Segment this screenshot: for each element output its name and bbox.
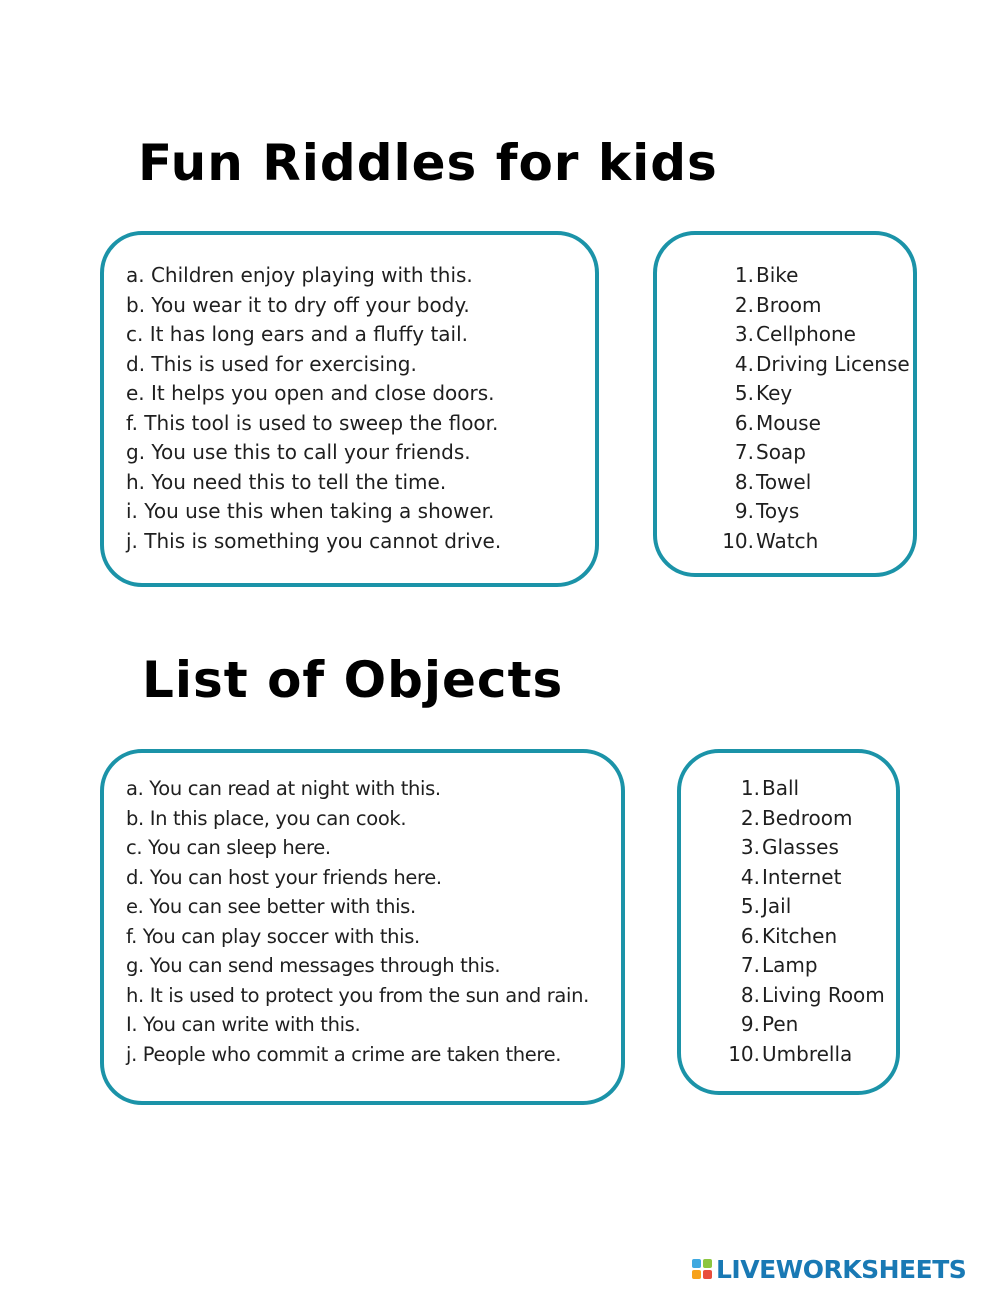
answer-text: Mouse <box>756 410 821 435</box>
clue-item: b. In this place, you can cook. <box>126 806 407 830</box>
answer-item <box>726 833 885 863</box>
clue-item: d. This is used for exercising. <box>126 351 417 376</box>
section2-title: List of Objects <box>142 651 564 709</box>
clue-item: d. You can host your friends here. <box>126 865 442 889</box>
answer-item <box>726 1040 885 1070</box>
clue-item: e. It helps you open and close doors. <box>126 381 495 405</box>
answer-item <box>726 863 885 893</box>
clue-item: e. You can see better with this. <box>126 895 416 918</box>
answer-text: Glasses <box>762 835 839 859</box>
answer-item <box>720 350 910 380</box>
answer-text: Driving License <box>756 351 910 376</box>
answer-number: 7. <box>740 953 760 977</box>
answer-text: Lamp <box>762 953 818 977</box>
answer-text: Pen <box>762 1012 799 1036</box>
answer-item <box>720 409 910 439</box>
answer-item <box>720 527 910 557</box>
logo-square <box>703 1259 712 1268</box>
clue-item: j. This is something you cannot drive. <box>126 528 502 553</box>
clue-item: b. You wear it to dry off your body. <box>126 292 470 317</box>
answer-item <box>720 468 910 498</box>
answer-item <box>726 774 885 804</box>
clue-item: g. You can send messages through this. <box>126 954 501 977</box>
clue-item: h. It is used to protect you from the sun and rain. <box>126 983 589 1007</box>
answer-number: 10. <box>722 528 754 553</box>
liveworksheets-logo-icon <box>692 1259 712 1279</box>
answer-number: 1. <box>740 776 760 800</box>
logo-square <box>703 1270 712 1279</box>
clue-item: c. You can sleep here. <box>126 836 331 859</box>
clue-item: c. It has long ears and a fluffy tail. <box>126 322 469 346</box>
answer-text: Jail <box>762 894 792 918</box>
answer-item <box>726 892 885 922</box>
answer-number: 6. <box>734 410 754 435</box>
answer-item <box>726 1010 885 1040</box>
clue-item: I. You can write with this. <box>126 1013 361 1036</box>
answer-number: 9. <box>740 1012 760 1036</box>
answer-text: Key <box>756 381 793 405</box>
answer-text: Broom <box>756 292 822 317</box>
answer-number: 5. <box>740 894 760 918</box>
answer-number: 4. <box>740 864 760 889</box>
clue-item: j. People who commit a crime are taken there. <box>126 1042 562 1066</box>
objects-answer-list <box>726 774 885 1069</box>
clue-item: f. You can play soccer with this. <box>126 924 420 948</box>
footer-brand[interactable] <box>692 1255 966 1283</box>
clue-item: f. This tool is used to sweep the floor. <box>126 410 499 435</box>
answer-item <box>726 951 885 981</box>
answer-item <box>720 261 910 291</box>
answer-text: Internet <box>762 864 842 889</box>
answer-number: 6. <box>740 923 760 948</box>
answer-number: 7. <box>734 440 754 464</box>
answer-text: Umbrella <box>762 1041 853 1066</box>
brand-name: LIVEWORKSHEETS <box>716 1254 967 1284</box>
answer-number: 2. <box>734 292 754 317</box>
riddles-answer-list <box>720 261 910 556</box>
answer-item <box>720 291 910 321</box>
answer-item <box>726 981 885 1011</box>
logo-square <box>692 1259 701 1268</box>
answer-item <box>726 922 885 952</box>
answer-text: Bedroom <box>762 805 853 830</box>
clue-item: a. You can read at night with this. <box>126 777 441 800</box>
answer-number: 1. <box>734 263 754 287</box>
riddles-clue-list <box>126 261 501 556</box>
clue-item: g. You use this to call your friends. <box>126 440 471 464</box>
answer-number: 3. <box>734 322 754 346</box>
answer-number: 4. <box>734 351 754 376</box>
answer-number: 8. <box>740 982 760 1007</box>
clue-item: i. You use this when taking a shower. <box>126 499 495 523</box>
answer-number: 10. <box>728 1041 760 1066</box>
answer-text: Towel <box>756 469 812 494</box>
answer-text: Soap <box>756 440 806 464</box>
answer-number: 3. <box>740 835 760 859</box>
answer-text: Toys <box>756 499 800 523</box>
answer-text: Kitchen <box>762 923 838 948</box>
answer-text: Ball <box>762 776 800 800</box>
answer-number: 5. <box>734 381 754 405</box>
answer-text: Bike <box>756 263 799 287</box>
answer-number: 8. <box>734 469 754 494</box>
answer-item <box>720 379 910 409</box>
answer-item <box>720 320 910 350</box>
answer-text: Cellphone <box>756 322 856 346</box>
answer-text: Watch <box>756 528 819 553</box>
section1-title: Fun Riddles for kids <box>138 134 718 192</box>
answer-item <box>720 438 910 468</box>
objects-clue-list <box>126 774 589 1069</box>
answer-number: 9. <box>734 499 754 523</box>
clue-item: a. Children enjoy playing with this. <box>126 263 473 287</box>
answer-item <box>726 804 885 834</box>
answer-number: 2. <box>740 805 760 830</box>
answer-text: Living Room <box>762 982 885 1007</box>
clue-item: h. You need this to tell the time. <box>126 469 447 494</box>
answer-item <box>720 497 910 527</box>
logo-square <box>692 1270 701 1279</box>
